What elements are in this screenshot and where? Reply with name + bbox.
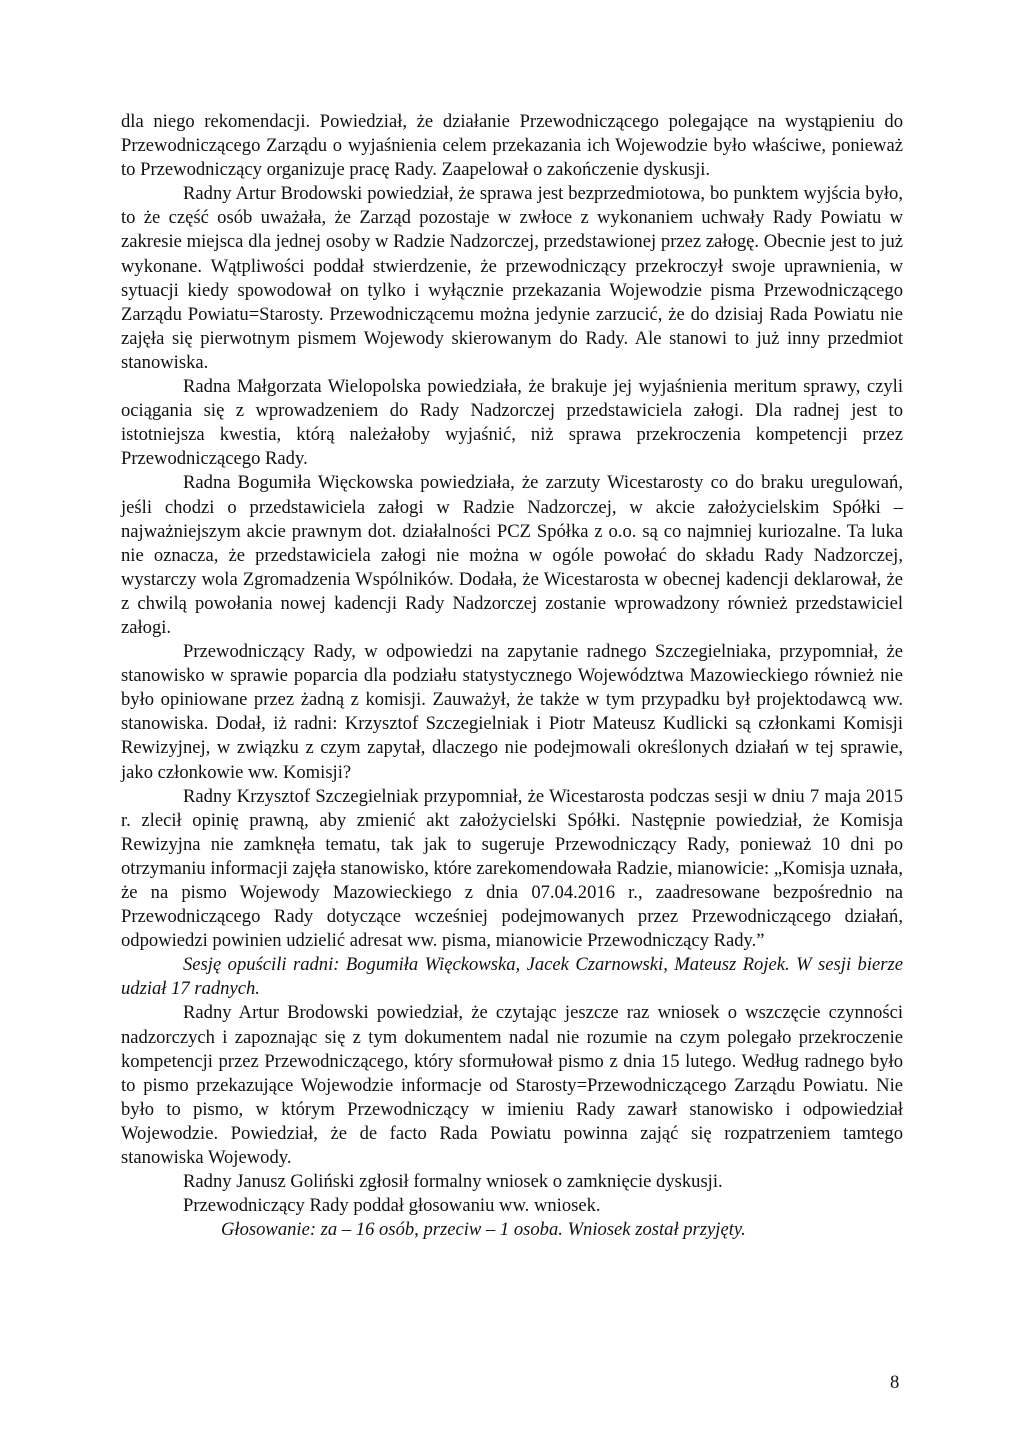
paragraph-przewodniczacy: Przewodniczący Rady, w odpowiedzi na zapytanie radnego Szczegielniaka, przypomniał, że stanowisko w sprawie poparcia dla podziału statystycznego Województwa Mazowieckiego również nie było opiniowane przez żadną z komisji. Zauważył, że także w tym przypadku był projektodawcą ww. stanowiska. Dodał, iż radni: Krzysztof Szczegielniak i Piotr Mateusz Kudlicki są członkami Komisji Rewizyjnej, w związku z czym zapytał, dlaczego nie podejmowali określonych działań w tej sprawie, jako członkowie ww. Komisji?: [121, 641, 903, 783]
paragraph-brodowski-1: Radny Artur Brodowski powiedział, że sprawa jest bezprzedmiotowa, bo punktem wyjścia było, to że część osób uważała, że Zarząd pozostaje w zwłoce z wykonaniem uchwały Rady Powiatu w zakresie miejsca dla jednej osoby w Radzie Nadzorczej, przedstawionej przez załogę. Obecnie jest to już wykonane. Wątpliwości poddał stwierdzenie, że przewodniczący przekroczył swoje uprawnienia, w sytuacji kiedy spowodował on tylko i wyłącznie przekazania Wojewodzie pisma Przewodniczącego Zarządu Powiatu=Starosty. Przewodniczącemu można jedynie zarzucić, że do dzisiaj Rada Powiatu nie zajęła się pierwotnym pismem Wojewody skierowanym do Rady. Ale stanowi to już inny przedmiot stanowiska.: [121, 183, 903, 373]
paragraph-brodowski-2: Radny Artur Brodowski powiedział, że czytając jeszcze raz wniosek o wszczęcie czynności nadzorczych i zapoznając się z tym dokumentem nadal nie rozumie na czym polegało przekroczenie kompetencji przez Przewodniczącego, który sformułował pismo z dnia 15 lutego. Według radnego było to pismo przekazujące Wojewodzie informacje od Starosty=Przewodniczącego Zarządu Powiatu. Nie było to pismo, w którym Przewodniczący w imieniu Rady zawarł stanowisko i odpowiedział Wojewodzie. Powiedział, że de facto Rada Powiatu powinna zająć się rozpatrzeniem tamtego stanowiska Wojewody.: [121, 1002, 903, 1169]
page-number: 8: [890, 1372, 900, 1393]
paragraph-continuation: dla niego rekomendacji. Powiedział, że działanie Przewodniczącego polegające na wystąpieniu do Przewodniczącego Zarządu o wyjaśnienia celem przekazania ich Wojewodzie było właściwe, ponieważ to Przewodniczący organizuje pracę Rady. Zaapelował o zakończenie dyskusji.: [121, 111, 903, 181]
paragraph-wieckowska: Radna Bogumiła Więckowska powiedziała, że zarzuty Wicestarosty co do braku uregulowań, jeśli chodzi o przedstawiciela załogi w Radzie Nadzorczej, w akcie założycielskim Spółki – najważniejszym akcie prawnym dot. działalności PCZ Spółka z o.o. są co najmniej kuriozalne. Ta luka nie oznacza, że przedstawiciela załogi nie można w ogóle powołać do składu Rady Nadzorczej, wystarczy wola Zgromadzenia Wspólników. Dodała, że Wicestarosta w obecnej kadencji deklarował, że z chwilą powołania nowej kadencji Rady Nadzorczej zostanie wprowadzony również przedstawiciel załogi.: [121, 472, 903, 638]
paragraph-golinski: Radny Janusz Goliński zgłosił formalny wniosek o zamknięcie dyskusji.: [183, 1171, 723, 1193]
paragraph-attendance-note: Sesję opuścili radni: Bogumiła Więckowska, Jacek Czarnowski, Mateusz Rojek. W sesji bierze udział 17 radnych.: [121, 954, 903, 1000]
paragraph-szczegielniak: Radny Krzysztof Szczegielniak przypomniał, że Wicestarosta podczas sesji w dniu 7 maja 2015 r. zlecił opinię prawną, aby zmienić akt założycielski Spółki. Następnie powiedział, że Komisja Rewizyjna nie zamknęła tematu, tak jak to sugeruje Przewodniczący Rady, ponieważ 10 dni po otrzymaniu informacji zajęła stanowisko, które zarekomendowała Radzie, mianowicie: „Komisja uznała, że na pismo Wojewody Mazowieckiego z dnia 07.04.2016 r., zaadresowane bezpośrednio na Przewodniczącego Rady dotyczące wcześniej podejmowanych przez Przewodniczącego działań, odpowiedzi powinien udzielić adresat ww. pisma, mianowicie Przewodniczący Rady.”: [121, 785, 903, 952]
paragraph-vote-call: Przewodniczący Rady poddał głosowaniu ww. wniosek.: [183, 1195, 601, 1217]
paragraph-vote-result: Głosowanie: za – 16 osób, przeciw – 1 osoba. Wniosek został przyjęty.: [221, 1219, 746, 1241]
paragraph-wielopolska: Radna Małgorzata Wielopolska powiedziała, że brakuje jej wyjaśnienia meritum sprawy, czyli ociągania się z wprowadzeniem do Rady Nadzorczej przedstawiciela załogi. Dla radnej jest to istotniejsza kwestia, którą należałoby wyjaśnić, niż sprawa przekroczenia kompetencji przez Przewodniczącego Rady.: [121, 376, 903, 470]
document-body: [121, 110, 903, 1242]
